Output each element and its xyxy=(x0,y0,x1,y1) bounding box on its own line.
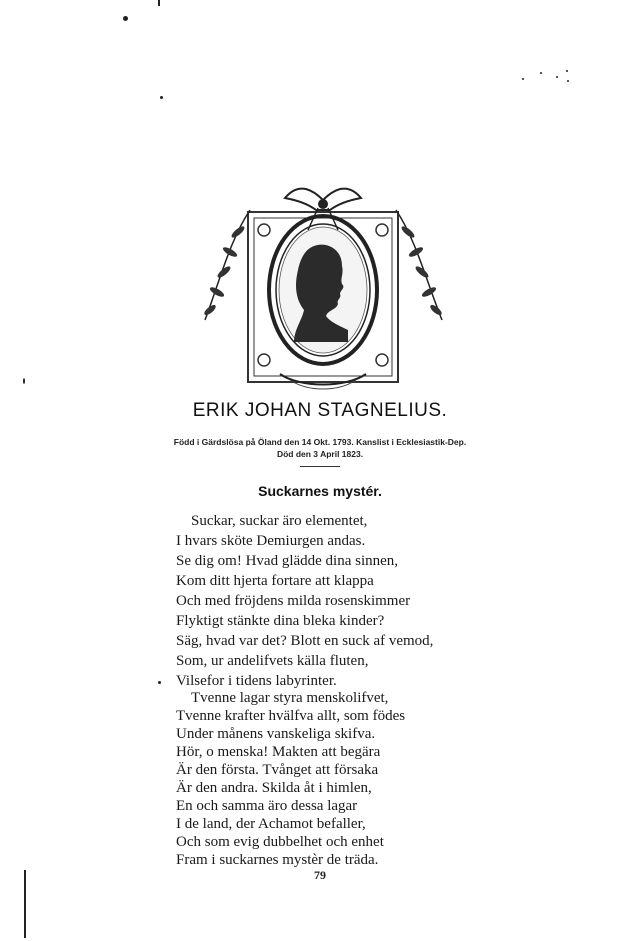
author-name: ERIK JOHAN STAGNELIUS. xyxy=(192,400,448,421)
author-bio-line-1: Född i Gärdslösa på Öland den 14 Okt. 1793. Kanslist i Ecklesiastik-Dep. xyxy=(173,437,467,447)
poem-line: Är den andra. Skilda åt i himlen, xyxy=(176,780,372,796)
divider-rule xyxy=(300,466,340,467)
poem-line: Under månens vanskeliga skifva. xyxy=(176,726,376,742)
poem-line: En och samma äro dessa lagar xyxy=(176,798,358,814)
poem-line: Hör, o menska! Makten att begära xyxy=(176,744,381,760)
poem-line: Se dig om! Hvad glädde dina sinnen, xyxy=(176,553,399,569)
top-edge-mark xyxy=(158,0,160,6)
poem-line: Tvenne krafter hvälfva allt, som födes xyxy=(176,708,406,724)
poem-line: Kom ditt hjerta fortare att klappa xyxy=(176,573,374,589)
poem-line: Vilsefor i tidens labyrinter. xyxy=(176,673,337,689)
page-number: 79 xyxy=(314,868,326,882)
portrait-illustration xyxy=(190,170,452,395)
poem-line: Fram i suckarnes mystèr de träda. xyxy=(176,852,379,868)
poem-line: Säg, hvad var det? Blott en suck af vemod, xyxy=(176,633,434,649)
poem-line: Och med fröjdens milda rosenskimmer xyxy=(176,593,411,609)
poem-line: Är den första. Tvånget att försaka xyxy=(176,762,379,778)
poem-line: Flyktigt stänkte dina bleka kinder? xyxy=(176,613,385,629)
poem-title: Suckarnes mystér. xyxy=(258,483,382,499)
cameo-portrait-icon xyxy=(190,170,452,395)
poem-line: I hvars sköte Demiurgen andas. xyxy=(176,533,366,549)
poem-line: Och som evig dubbelhet och enhet xyxy=(176,834,384,850)
author-bio-line-2: Död den 3 April 1823. xyxy=(276,449,364,459)
poem-line: Suckar, suckar äro elementet, xyxy=(191,513,368,529)
poem-line: Som, ur andelifvets källa fluten, xyxy=(176,653,369,669)
poem-line: I de land, der Achamot befaller, xyxy=(176,816,366,832)
poem-line: Tvenne lagar styra menskolifvet, xyxy=(191,690,389,706)
